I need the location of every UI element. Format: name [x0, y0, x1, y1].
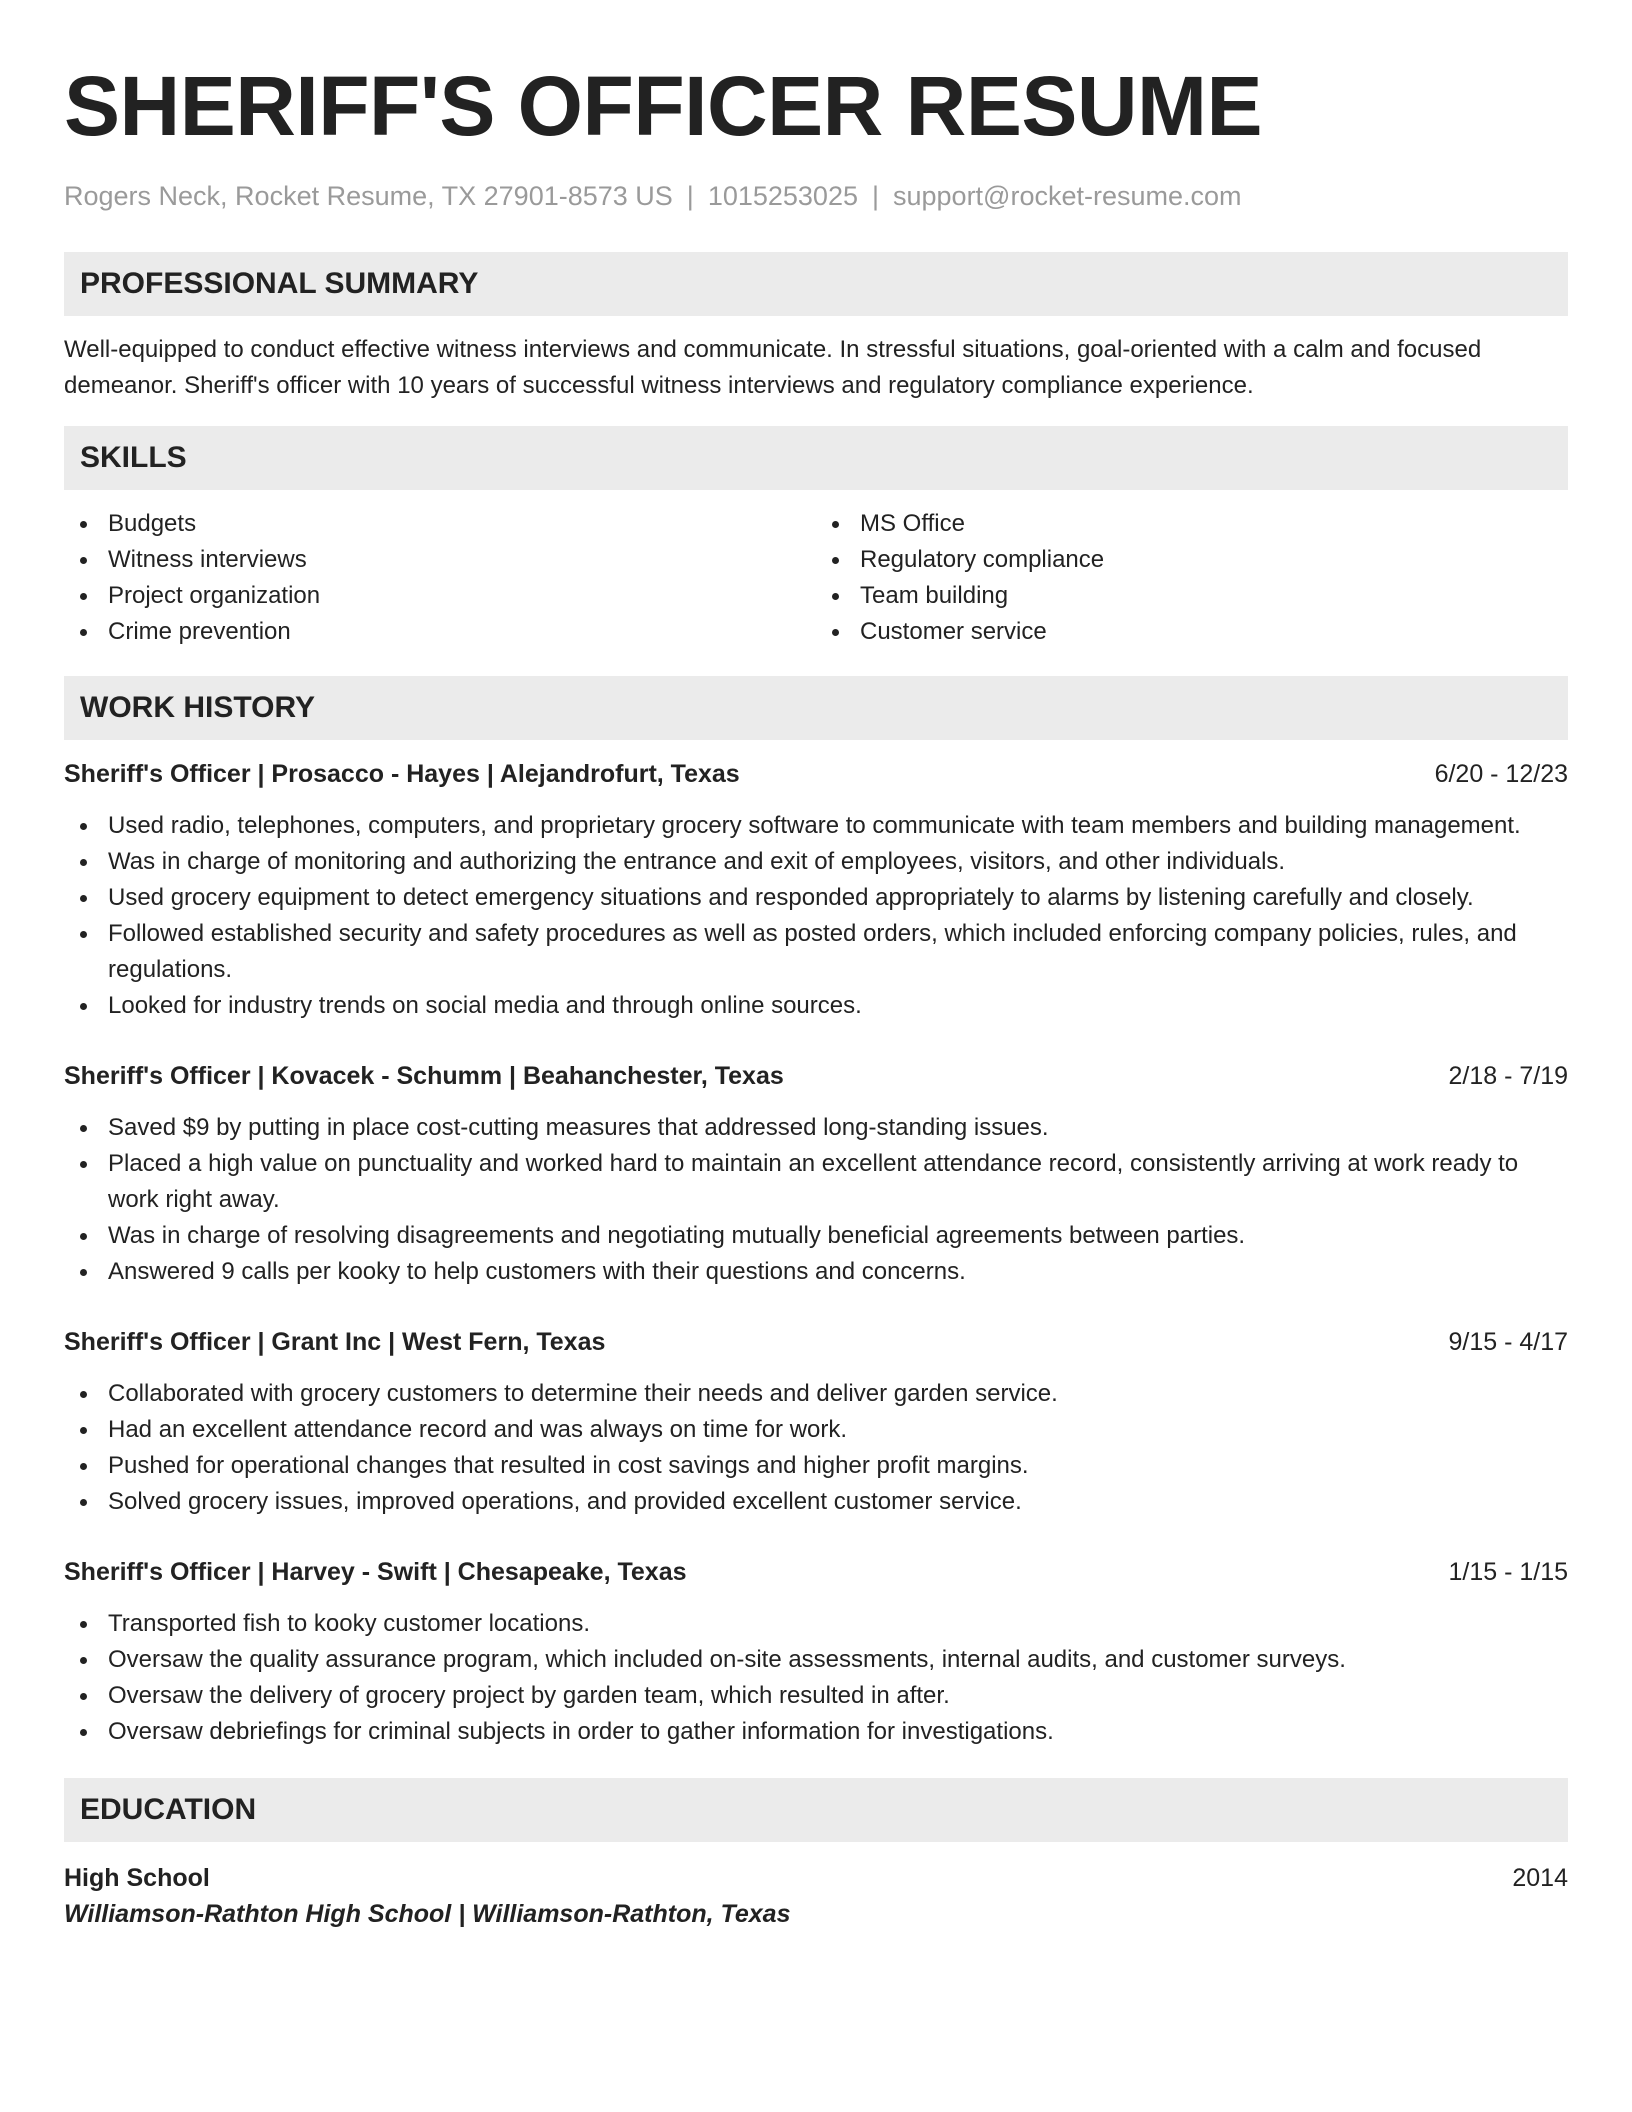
skill-item: Budgets — [64, 506, 816, 542]
skill-item: Project organization — [64, 578, 816, 614]
job-bullet: Looked for industry trends on social media and through online sources. — [64, 988, 1568, 1024]
contact-line — [64, 178, 1568, 214]
resume-page — [64, 0, 1568, 1932]
job-title: Sheriff's Officer | Harvey - Swift | Chesapeake, Texas — [64, 1558, 687, 1586]
job-bullet: Oversaw the delivery of grocery project by garden team, which resulted in after. — [64, 1678, 1568, 1714]
job-title: Sheriff's Officer | Kovacek - Schumm | Beahanchester, Texas — [64, 1062, 784, 1090]
skills-heading: SKILLS — [64, 426, 1568, 490]
job-bullets — [64, 808, 1568, 1024]
job-bullet: Had an excellent attendance record and was always on time for work. — [64, 1412, 1568, 1448]
education-degree: High School — [64, 1864, 210, 1892]
contact-separator: | — [686, 181, 694, 211]
education-heading: EDUCATION — [64, 1778, 1568, 1842]
job-entry — [64, 1058, 1568, 1290]
education-year: 2014 — [1512, 1864, 1568, 1892]
job-bullet: Was in charge of resolving disagreements and negotiating mutually beneficial agreements between parties. — [64, 1218, 1568, 1254]
job-entry — [64, 1324, 1568, 1520]
job-dates: 9/15 - 4/17 — [1448, 1328, 1568, 1356]
job-bullets — [64, 1376, 1568, 1520]
job-header — [64, 1324, 1568, 1360]
skill-item: Witness interviews — [64, 542, 816, 578]
resume-title: SHERIFF'S OFFICER RESUME — [64, 59, 1263, 153]
job-bullet: Solved grocery issues, improved operations, and provided excellent customer service. — [64, 1484, 1568, 1520]
job-bullet: Used radio, telephones, computers, and proprietary grocery software to communicate with team members and building management. — [64, 808, 1568, 844]
education-school: Williamson-Rathton High School | Williamson-Rathton, Texas — [64, 1900, 791, 1928]
job-entry — [64, 756, 1568, 1024]
job-bullet: Followed established security and safety procedures as well as posted orders, which included enforcing company policies, rules, and regulations. — [64, 916, 1568, 988]
job-bullet: Placed a high value on punctuality and worked hard to maintain an excellent attendance record, consistently arriving at work ready to work right away. — [64, 1146, 1568, 1218]
contact-address: Rogers Neck, Rocket Resume, TX 27901-8573 US — [64, 181, 673, 211]
job-dates: 1/15 - 1/15 — [1448, 1558, 1568, 1586]
job-header — [64, 1554, 1568, 1590]
job-bullet: Answered 9 calls per kooky to help customers with their questions and concerns. — [64, 1254, 1568, 1290]
work-history-heading: WORK HISTORY — [64, 676, 1568, 740]
skills-column-left — [64, 506, 816, 650]
job-dates: 2/18 - 7/19 — [1448, 1062, 1568, 1090]
job-bullet: Oversaw debriefings for criminal subjects in order to gather information for investigations. — [64, 1714, 1568, 1750]
skills-list — [64, 506, 1568, 650]
skill-item: Crime prevention — [64, 614, 816, 650]
job-bullet: Saved $9 by putting in place cost-cutting measures that addressed long-standing issues. — [64, 1110, 1568, 1146]
job-header — [64, 1058, 1568, 1094]
contact-separator: | — [871, 181, 879, 211]
skill-item: Customer service — [816, 614, 1568, 650]
job-bullets — [64, 1110, 1568, 1290]
education-header — [64, 1860, 1568, 1896]
skills-column-right — [816, 506, 1568, 650]
job-entry — [64, 1554, 1568, 1750]
job-bullet: Used grocery equipment to detect emergency situations and responded appropriately to alarms by listening carefully and closely. — [64, 880, 1568, 916]
job-bullet: Collaborated with grocery customers to determine their needs and deliver garden service. — [64, 1376, 1568, 1412]
skill-item: Team building — [816, 578, 1568, 614]
job-bullet: Was in charge of monitoring and authorizing the entrance and exit of employees, visitors, and other individuals. — [64, 844, 1568, 880]
job-dates: 6/20 - 12/23 — [1434, 760, 1568, 788]
skill-item: MS Office — [816, 506, 1568, 542]
job-bullet: Transported fish to kooky customer locations. — [64, 1606, 1568, 1642]
job-bullets — [64, 1606, 1568, 1750]
contact-email: support@rocket-resume.com — [893, 181, 1242, 211]
summary-heading: PROFESSIONAL SUMMARY — [64, 252, 1568, 316]
job-title: Sheriff's Officer | Prosacco - Hayes | Alejandrofurt, Texas — [64, 760, 740, 788]
contact-phone: 1015253025 — [707, 181, 858, 211]
job-title: Sheriff's Officer | Grant Inc | West Fern, Texas — [64, 1328, 606, 1356]
skill-item: Regulatory compliance — [816, 542, 1568, 578]
job-header — [64, 756, 1568, 792]
summary-text: Well-equipped to conduct effective witness interviews and communicate. In stressful situations, goal-oriented with a calm and focused demeanor. Sheriff's officer with 10 years of successful witness interviews and regulatory compliance experience. — [64, 336, 1482, 399]
job-bullet: Oversaw the quality assurance program, which included on-site assessments, internal audits, and customer surveys. — [64, 1642, 1568, 1678]
job-bullet: Pushed for operational changes that resulted in cost savings and higher profit margins. — [64, 1448, 1568, 1484]
